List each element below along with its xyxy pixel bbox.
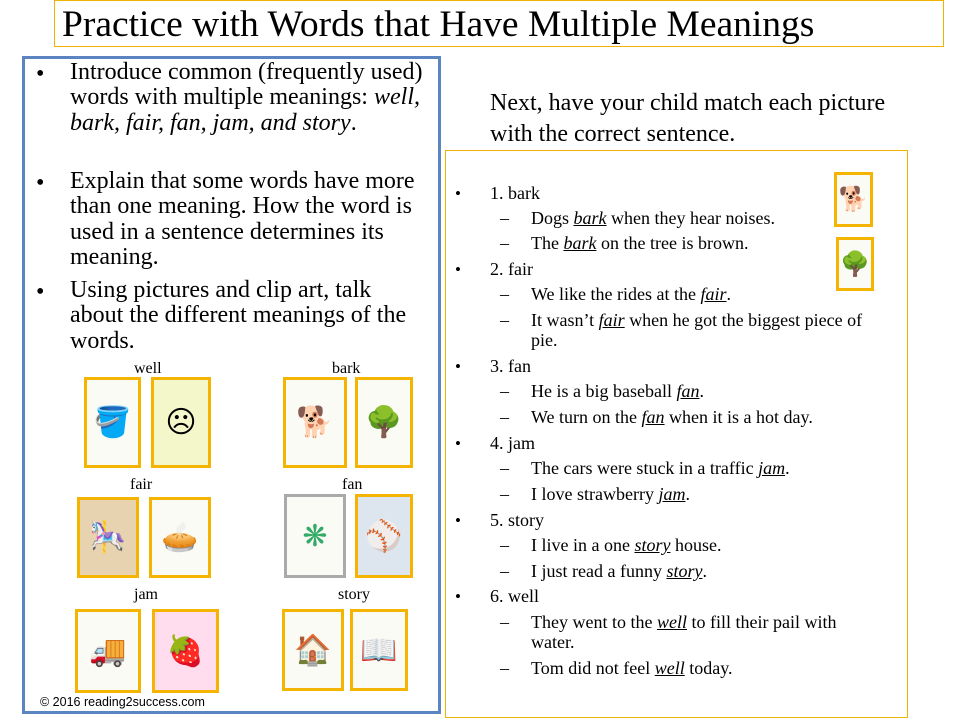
traffic-truck-picture: 🚚	[75, 609, 141, 693]
baseball-fan-picture: ⚾	[355, 494, 413, 578]
sentence-text: .	[785, 458, 790, 478]
book-picture: 📖	[350, 609, 408, 691]
sentence-text: .	[702, 561, 707, 581]
house-picture: 🏠	[282, 609, 344, 691]
tree-picture-small: 🌳	[836, 237, 874, 291]
instruction-text-part: Using pictures and clip art, talk about the different meanings of the words.	[70, 277, 407, 354]
instruction-text-part: Introduce common (frequently used) words with multiple meanings:	[70, 59, 423, 111]
sentence-text: The cars were stuck in a traffic	[531, 458, 759, 478]
target-word: jam	[758, 458, 786, 478]
picture-label-well: well	[134, 360, 162, 377]
target-word: fair	[598, 310, 625, 330]
pie-picture: 🥧	[149, 497, 211, 578]
sentence-text: I live in a one	[531, 535, 635, 555]
copyright: © 2016 reading2success.com	[40, 695, 205, 709]
bullet-icon: •	[36, 279, 45, 305]
example-sentence	[531, 484, 871, 504]
instruction-text	[70, 278, 430, 354]
dash-icon: –	[500, 208, 509, 228]
example-sentence	[531, 310, 871, 350]
dash-icon: –	[500, 484, 509, 504]
target-word: fan	[641, 407, 665, 427]
sentence-text: to fill their pail with water.	[531, 612, 837, 652]
dash-icon: –	[500, 561, 509, 581]
sentence-text: when he got the biggest piece of pie.	[531, 310, 863, 350]
sentence-text: .	[699, 381, 704, 401]
dash-icon: –	[500, 458, 509, 478]
target-word: fan	[676, 381, 700, 401]
dash-icon: –	[500, 535, 509, 555]
picture-label-bark: bark	[332, 360, 361, 377]
dash-icon: –	[500, 233, 509, 253]
bullet-icon: •	[455, 434, 461, 453]
dash-icon: –	[500, 381, 509, 401]
dash-icon: –	[500, 407, 509, 427]
item-label: 2. fair	[490, 259, 533, 279]
sentence-text: today.	[684, 658, 733, 678]
target-word: well	[654, 658, 685, 678]
dash-icon: –	[500, 284, 509, 304]
example-sentence	[531, 284, 871, 304]
instruction-text	[70, 60, 430, 136]
item-label: 5. story	[490, 510, 544, 530]
instruction-text-part: .	[350, 109, 357, 136]
picture-label-fan: fan	[342, 476, 363, 493]
picture-label-fair: fair	[130, 476, 153, 493]
item-label: 1. bark	[490, 183, 540, 203]
sentence-text: We turn on the	[531, 407, 642, 427]
example-sentence	[531, 208, 871, 228]
target-word: bark	[563, 233, 597, 253]
electric-fan-picture: ❋	[284, 494, 346, 578]
sentence-text: .	[685, 484, 690, 504]
dash-icon: –	[500, 310, 509, 330]
wishing-well-picture: 🪣	[84, 377, 141, 468]
picture-label-story: story	[338, 586, 370, 603]
target-word: well	[656, 612, 687, 632]
sentence-text: He is a big baseball	[531, 381, 677, 401]
bullet-icon: •	[455, 587, 461, 606]
sentence-text: when it is a hot day.	[664, 407, 813, 427]
target-word: fair	[700, 284, 727, 304]
instruction-text-part: Explain that some words have more than one meaning. How the word is used in a sentence determines its meaning.	[70, 168, 415, 270]
item-label: 6. well	[490, 586, 539, 606]
example-sentence	[531, 233, 871, 253]
example-sentence	[531, 561, 871, 581]
example-sentence	[531, 612, 871, 652]
item-label: 4. jam	[490, 433, 535, 453]
example-sentence	[531, 458, 871, 478]
bullet-icon: •	[455, 184, 461, 203]
strawberry-jam-picture: 🍓	[152, 609, 219, 693]
sentence-text: .	[726, 284, 732, 304]
sentence-text: It wasn’t	[531, 310, 599, 330]
sentence-text: I love strawberry	[531, 484, 659, 504]
sentence-text: on the tree is brown.	[596, 233, 749, 253]
target-word: jam	[658, 484, 686, 504]
tree-picture: 🌳	[355, 377, 413, 468]
sentence-text: They went to the	[531, 612, 657, 632]
bullet-icon: •	[455, 511, 461, 530]
bullet-icon: •	[455, 260, 461, 279]
target-word: bark	[573, 208, 607, 228]
item-label: 3. fan	[490, 356, 531, 376]
bullet-icon: •	[455, 357, 461, 376]
example-sentence	[531, 535, 871, 555]
instruction-text	[70, 169, 430, 270]
bullet-icon: •	[36, 170, 45, 196]
dash-icon: –	[500, 658, 509, 678]
dash-icon: –	[500, 612, 509, 632]
sad-girl-picture: ☹	[151, 377, 211, 468]
target-word: story	[634, 535, 671, 555]
sentence-text: when they hear noises.	[606, 208, 775, 228]
target-word: story	[666, 561, 703, 581]
sentence-text: I just read a funny	[531, 561, 667, 581]
sentence-text: We like the rides at the	[531, 284, 701, 304]
dog-picture: 🐕	[283, 377, 347, 468]
slide-title: Practice with Words that Have Multiple Meanings	[62, 4, 815, 45]
sentence-text: The	[531, 233, 564, 253]
example-sentence	[531, 407, 871, 427]
emphasized-words: well, bark, fair, fan, jam, and story	[70, 84, 420, 136]
sentence-text: Tom did not feel	[531, 658, 655, 678]
sentence-text: house.	[670, 535, 722, 555]
bullet-icon: •	[36, 61, 45, 87]
matching-instructions: Next, have your child match each picture with the correct sentence.	[490, 90, 886, 147]
example-sentence	[531, 381, 871, 401]
sentence-text: Dogs	[531, 208, 574, 228]
example-sentence	[531, 658, 871, 678]
carousel-picture: 🎠	[77, 497, 139, 578]
dog-picture-small: 🐕	[834, 172, 873, 227]
picture-label-jam: jam	[134, 586, 158, 603]
